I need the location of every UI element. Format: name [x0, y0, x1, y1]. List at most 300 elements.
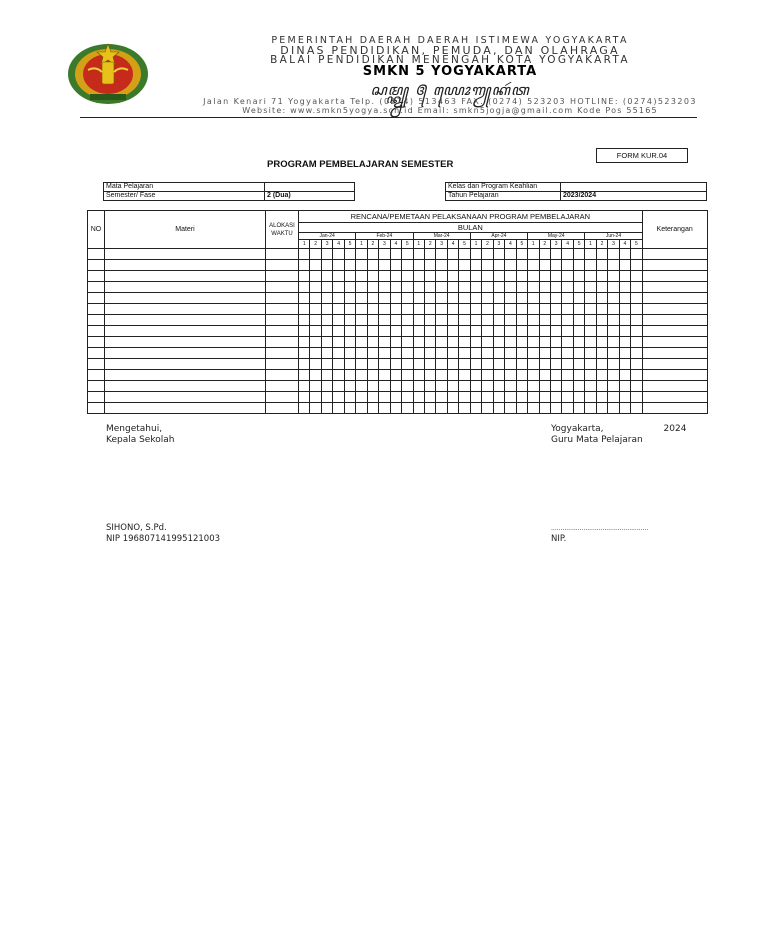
table-cell[interactable] [493, 249, 504, 260]
table-cell[interactable] [266, 293, 299, 304]
table-cell[interactable] [596, 392, 607, 403]
table-cell[interactable] [562, 282, 573, 293]
table-cell[interactable] [413, 381, 424, 392]
table-cell[interactable] [642, 381, 707, 392]
table-cell[interactable] [631, 326, 643, 337]
table-cell[interactable] [333, 260, 344, 271]
table-cell[interactable] [436, 315, 447, 326]
table-cell[interactable] [436, 403, 447, 414]
table-cell[interactable] [344, 348, 355, 359]
table-cell[interactable] [367, 326, 378, 337]
table-cell[interactable] [436, 304, 447, 315]
table-cell[interactable] [390, 337, 401, 348]
table-cell[interactable] [493, 359, 504, 370]
table-cell[interactable] [505, 381, 516, 392]
table-cell[interactable] [390, 359, 401, 370]
table-cell[interactable] [573, 359, 584, 370]
table-cell[interactable] [356, 304, 367, 315]
table-cell[interactable] [516, 315, 527, 326]
table-cell[interactable] [390, 403, 401, 414]
table-cell[interactable] [356, 282, 367, 293]
table-cell[interactable] [516, 392, 527, 403]
table-cell[interactable] [459, 260, 470, 271]
table-cell[interactable] [539, 260, 550, 271]
table-cell[interactable] [413, 326, 424, 337]
table-cell[interactable] [528, 326, 539, 337]
table-cell[interactable] [344, 282, 355, 293]
table-cell[interactable] [493, 337, 504, 348]
table-cell[interactable] [447, 315, 458, 326]
table-cell[interactable] [402, 392, 413, 403]
table-cell[interactable] [608, 403, 619, 414]
table-cell[interactable] [424, 315, 435, 326]
table-cell[interactable] [436, 249, 447, 260]
table-cell[interactable] [619, 370, 630, 381]
table-cell[interactable] [310, 403, 321, 414]
table-cell[interactable] [413, 282, 424, 293]
table-cell[interactable] [619, 348, 630, 359]
table-cell[interactable] [562, 293, 573, 304]
table-cell[interactable] [573, 348, 584, 359]
table-cell[interactable] [379, 249, 390, 260]
table-cell[interactable] [413, 359, 424, 370]
table-cell[interactable] [482, 282, 493, 293]
table-cell[interactable] [105, 315, 266, 326]
table-cell[interactable] [367, 337, 378, 348]
table-cell[interactable] [413, 271, 424, 282]
table-cell[interactable] [631, 370, 643, 381]
table-cell[interactable] [596, 304, 607, 315]
table-cell[interactable] [619, 337, 630, 348]
table-cell[interactable] [88, 304, 105, 315]
table-cell[interactable] [505, 370, 516, 381]
table-cell[interactable] [447, 293, 458, 304]
table-cell[interactable] [299, 315, 310, 326]
table-cell[interactable] [631, 260, 643, 271]
table-cell[interactable] [596, 249, 607, 260]
table-cell[interactable] [379, 392, 390, 403]
table-cell[interactable] [505, 403, 516, 414]
table-cell[interactable] [344, 304, 355, 315]
table-cell[interactable] [436, 381, 447, 392]
table-cell[interactable] [642, 337, 707, 348]
table-cell[interactable] [367, 359, 378, 370]
table-cell[interactable] [608, 282, 619, 293]
table-cell[interactable] [413, 403, 424, 414]
table-cell[interactable] [266, 271, 299, 282]
table-cell[interactable] [539, 403, 550, 414]
table-cell[interactable] [528, 381, 539, 392]
table-cell[interactable] [310, 337, 321, 348]
table-cell[interactable] [105, 282, 266, 293]
table-cell[interactable] [105, 337, 266, 348]
table-cell[interactable] [436, 282, 447, 293]
table-cell[interactable] [550, 249, 561, 260]
table-cell[interactable] [266, 370, 299, 381]
table-cell[interactable] [539, 282, 550, 293]
table-cell[interactable] [333, 249, 344, 260]
table-cell[interactable] [333, 359, 344, 370]
table-cell[interactable] [562, 403, 573, 414]
table-cell[interactable] [516, 304, 527, 315]
table-cell[interactable] [424, 249, 435, 260]
table-cell[interactable] [402, 337, 413, 348]
table-cell[interactable] [585, 337, 596, 348]
table-cell[interactable] [528, 348, 539, 359]
table-cell[interactable] [266, 381, 299, 392]
table-cell[interactable] [413, 370, 424, 381]
table-cell[interactable] [608, 359, 619, 370]
table-cell[interactable] [436, 370, 447, 381]
table-cell[interactable] [299, 271, 310, 282]
table-cell[interactable] [390, 304, 401, 315]
table-cell[interactable] [596, 359, 607, 370]
table-cell[interactable] [390, 370, 401, 381]
table-cell[interactable] [596, 381, 607, 392]
table-cell[interactable] [367, 304, 378, 315]
table-cell[interactable] [88, 293, 105, 304]
table-cell[interactable] [321, 359, 332, 370]
table-cell[interactable] [482, 337, 493, 348]
table-cell[interactable] [505, 392, 516, 403]
table-cell[interactable] [105, 271, 266, 282]
table-cell[interactable] [505, 304, 516, 315]
table-cell[interactable] [642, 304, 707, 315]
table-cell[interactable] [379, 337, 390, 348]
table-cell[interactable] [379, 403, 390, 414]
table-cell[interactable] [619, 381, 630, 392]
table-cell[interactable] [402, 403, 413, 414]
table-cell[interactable] [321, 293, 332, 304]
table-cell[interactable] [321, 392, 332, 403]
table-cell[interactable] [459, 293, 470, 304]
table-cell[interactable] [562, 370, 573, 381]
table-cell[interactable] [447, 381, 458, 392]
table-cell[interactable] [642, 370, 707, 381]
table-cell[interactable] [505, 337, 516, 348]
table-cell[interactable] [631, 271, 643, 282]
table-cell[interactable] [573, 315, 584, 326]
table-cell[interactable] [516, 249, 527, 260]
table-cell[interactable] [550, 315, 561, 326]
table-cell[interactable] [516, 282, 527, 293]
table-cell[interactable] [596, 403, 607, 414]
table-cell[interactable] [105, 249, 266, 260]
table-cell[interactable] [493, 260, 504, 271]
table-cell[interactable] [310, 359, 321, 370]
table-cell[interactable] [619, 293, 630, 304]
table-cell[interactable] [459, 381, 470, 392]
table-cell[interactable] [88, 326, 105, 337]
table-cell[interactable] [379, 359, 390, 370]
table-cell[interactable] [619, 403, 630, 414]
table-cell[interactable] [333, 370, 344, 381]
table-cell[interactable] [550, 293, 561, 304]
table-cell[interactable] [424, 381, 435, 392]
table-cell[interactable] [631, 381, 643, 392]
table-cell[interactable] [379, 370, 390, 381]
table-cell[interactable] [424, 304, 435, 315]
table-cell[interactable] [562, 359, 573, 370]
table-cell[interactable] [631, 403, 643, 414]
table-cell[interactable] [550, 392, 561, 403]
table-cell[interactable] [562, 304, 573, 315]
table-cell[interactable] [436, 392, 447, 403]
table-cell[interactable] [528, 249, 539, 260]
table-cell[interactable] [562, 249, 573, 260]
table-cell[interactable] [266, 359, 299, 370]
table-cell[interactable] [505, 348, 516, 359]
table-cell[interactable] [436, 260, 447, 271]
table-cell[interactable] [459, 271, 470, 282]
table-cell[interactable] [344, 359, 355, 370]
table-cell[interactable] [344, 315, 355, 326]
table-cell[interactable] [459, 282, 470, 293]
table-cell[interactable] [493, 282, 504, 293]
table-cell[interactable] [642, 249, 707, 260]
table-cell[interactable] [299, 260, 310, 271]
table-cell[interactable] [88, 359, 105, 370]
table-cell[interactable] [266, 326, 299, 337]
table-cell[interactable] [299, 392, 310, 403]
table-cell[interactable] [310, 282, 321, 293]
table-cell[interactable] [310, 304, 321, 315]
table-cell[interactable] [596, 293, 607, 304]
table-cell[interactable] [482, 304, 493, 315]
table-cell[interactable] [585, 370, 596, 381]
table-cell[interactable] [596, 326, 607, 337]
table-cell[interactable] [528, 260, 539, 271]
table-cell[interactable] [424, 293, 435, 304]
table-cell[interactable] [333, 403, 344, 414]
table-cell[interactable] [608, 304, 619, 315]
table-cell[interactable] [550, 403, 561, 414]
table-cell[interactable] [562, 260, 573, 271]
table-cell[interactable] [631, 315, 643, 326]
table-cell[interactable] [505, 271, 516, 282]
table-cell[interactable] [631, 392, 643, 403]
table-cell[interactable] [516, 326, 527, 337]
table-cell[interactable] [367, 249, 378, 260]
table-cell[interactable] [528, 304, 539, 315]
table-cell[interactable] [436, 337, 447, 348]
table-cell[interactable] [310, 315, 321, 326]
table-cell[interactable] [573, 249, 584, 260]
table-cell[interactable] [367, 392, 378, 403]
table-cell[interactable] [459, 392, 470, 403]
table-cell[interactable] [550, 359, 561, 370]
table-cell[interactable] [493, 392, 504, 403]
table-cell[interactable] [299, 337, 310, 348]
table-cell[interactable] [356, 348, 367, 359]
table-cell[interactable] [470, 282, 481, 293]
table-cell[interactable] [596, 315, 607, 326]
table-cell[interactable] [424, 337, 435, 348]
table-cell[interactable] [493, 293, 504, 304]
table-cell[interactable] [88, 260, 105, 271]
table-cell[interactable] [470, 359, 481, 370]
table-cell[interactable] [642, 315, 707, 326]
table-cell[interactable] [619, 271, 630, 282]
table-cell[interactable] [299, 403, 310, 414]
table-cell[interactable] [505, 326, 516, 337]
table-cell[interactable] [105, 348, 266, 359]
table-cell[interactable] [585, 249, 596, 260]
table-cell[interactable] [299, 348, 310, 359]
table-cell[interactable] [379, 315, 390, 326]
table-cell[interactable] [516, 348, 527, 359]
table-cell[interactable] [516, 370, 527, 381]
table-cell[interactable] [608, 271, 619, 282]
table-cell[interactable] [266, 403, 299, 414]
table-cell[interactable] [505, 249, 516, 260]
table-cell[interactable] [585, 282, 596, 293]
table-cell[interactable] [88, 282, 105, 293]
table-cell[interactable] [596, 348, 607, 359]
table-cell[interactable] [585, 271, 596, 282]
table-cell[interactable] [424, 271, 435, 282]
table-cell[interactable] [105, 326, 266, 337]
table-cell[interactable] [447, 392, 458, 403]
table-cell[interactable] [608, 337, 619, 348]
table-cell[interactable] [367, 315, 378, 326]
table-cell[interactable] [539, 337, 550, 348]
table-cell[interactable] [424, 392, 435, 403]
table-cell[interactable] [539, 326, 550, 337]
table-cell[interactable] [642, 293, 707, 304]
table-cell[interactable] [333, 392, 344, 403]
table-cell[interactable] [424, 282, 435, 293]
table-cell[interactable] [516, 359, 527, 370]
table-cell[interactable] [608, 260, 619, 271]
table-cell[interactable] [459, 348, 470, 359]
table-cell[interactable] [402, 282, 413, 293]
table-cell[interactable] [379, 271, 390, 282]
table-cell[interactable] [631, 337, 643, 348]
table-cell[interactable] [390, 260, 401, 271]
table-cell[interactable] [344, 370, 355, 381]
table-cell[interactable] [470, 271, 481, 282]
table-cell[interactable] [470, 315, 481, 326]
table-cell[interactable] [562, 348, 573, 359]
table-cell[interactable] [344, 337, 355, 348]
table-cell[interactable] [390, 282, 401, 293]
table-cell[interactable] [367, 293, 378, 304]
table-cell[interactable] [88, 348, 105, 359]
table-cell[interactable] [539, 392, 550, 403]
table-cell[interactable] [105, 304, 266, 315]
table-cell[interactable] [390, 348, 401, 359]
table-cell[interactable] [413, 337, 424, 348]
table-cell[interactable] [413, 392, 424, 403]
table-cell[interactable] [356, 381, 367, 392]
table-cell[interactable] [333, 282, 344, 293]
table-cell[interactable] [333, 381, 344, 392]
table-cell[interactable] [310, 392, 321, 403]
table-cell[interactable] [470, 370, 481, 381]
table-cell[interactable] [299, 304, 310, 315]
table-cell[interactable] [356, 403, 367, 414]
table-cell[interactable] [642, 260, 707, 271]
table-cell[interactable] [642, 271, 707, 282]
table-cell[interactable] [402, 260, 413, 271]
table-cell[interactable] [356, 370, 367, 381]
table-cell[interactable] [528, 359, 539, 370]
table-cell[interactable] [367, 381, 378, 392]
table-cell[interactable] [321, 403, 332, 414]
table-cell[interactable] [333, 315, 344, 326]
table-cell[interactable] [436, 271, 447, 282]
table-cell[interactable] [539, 348, 550, 359]
table-cell[interactable] [459, 403, 470, 414]
table-cell[interactable] [356, 315, 367, 326]
table-cell[interactable] [631, 249, 643, 260]
table-cell[interactable] [631, 348, 643, 359]
table-cell[interactable] [310, 271, 321, 282]
table-cell[interactable] [550, 304, 561, 315]
table-cell[interactable] [608, 249, 619, 260]
table-cell[interactable] [413, 304, 424, 315]
table-cell[interactable] [105, 359, 266, 370]
table-cell[interactable] [619, 260, 630, 271]
table-cell[interactable] [88, 337, 105, 348]
table-cell[interactable] [470, 326, 481, 337]
table-cell[interactable] [459, 326, 470, 337]
table-cell[interactable] [447, 271, 458, 282]
table-cell[interactable] [310, 326, 321, 337]
table-cell[interactable] [379, 381, 390, 392]
table-cell[interactable] [493, 381, 504, 392]
table-cell[interactable] [619, 392, 630, 403]
table-cell[interactable] [447, 249, 458, 260]
table-cell[interactable] [266, 348, 299, 359]
table-cell[interactable] [631, 282, 643, 293]
table-cell[interactable] [493, 326, 504, 337]
table-cell[interactable] [266, 260, 299, 271]
table-cell[interactable] [436, 348, 447, 359]
table-cell[interactable] [585, 381, 596, 392]
table-cell[interactable] [402, 293, 413, 304]
table-cell[interactable] [470, 304, 481, 315]
table-cell[interactable] [562, 381, 573, 392]
table-cell[interactable] [367, 271, 378, 282]
table-cell[interactable] [539, 304, 550, 315]
table-cell[interactable] [105, 392, 266, 403]
table-cell[interactable] [516, 337, 527, 348]
table-cell[interactable] [105, 260, 266, 271]
table-cell[interactable] [321, 326, 332, 337]
table-cell[interactable] [539, 359, 550, 370]
table-cell[interactable] [493, 271, 504, 282]
table-cell[interactable] [436, 359, 447, 370]
table-cell[interactable] [321, 381, 332, 392]
table-cell[interactable] [482, 326, 493, 337]
table-cell[interactable] [573, 381, 584, 392]
table-cell[interactable] [447, 370, 458, 381]
table-cell[interactable] [321, 370, 332, 381]
table-cell[interactable] [573, 337, 584, 348]
table-cell[interactable] [573, 260, 584, 271]
table-cell[interactable] [390, 381, 401, 392]
table-cell[interactable] [482, 403, 493, 414]
table-cell[interactable] [105, 381, 266, 392]
table-cell[interactable] [344, 326, 355, 337]
table-cell[interactable] [505, 260, 516, 271]
table-cell[interactable] [539, 249, 550, 260]
table-cell[interactable] [493, 315, 504, 326]
table-cell[interactable] [528, 403, 539, 414]
table-cell[interactable] [344, 271, 355, 282]
